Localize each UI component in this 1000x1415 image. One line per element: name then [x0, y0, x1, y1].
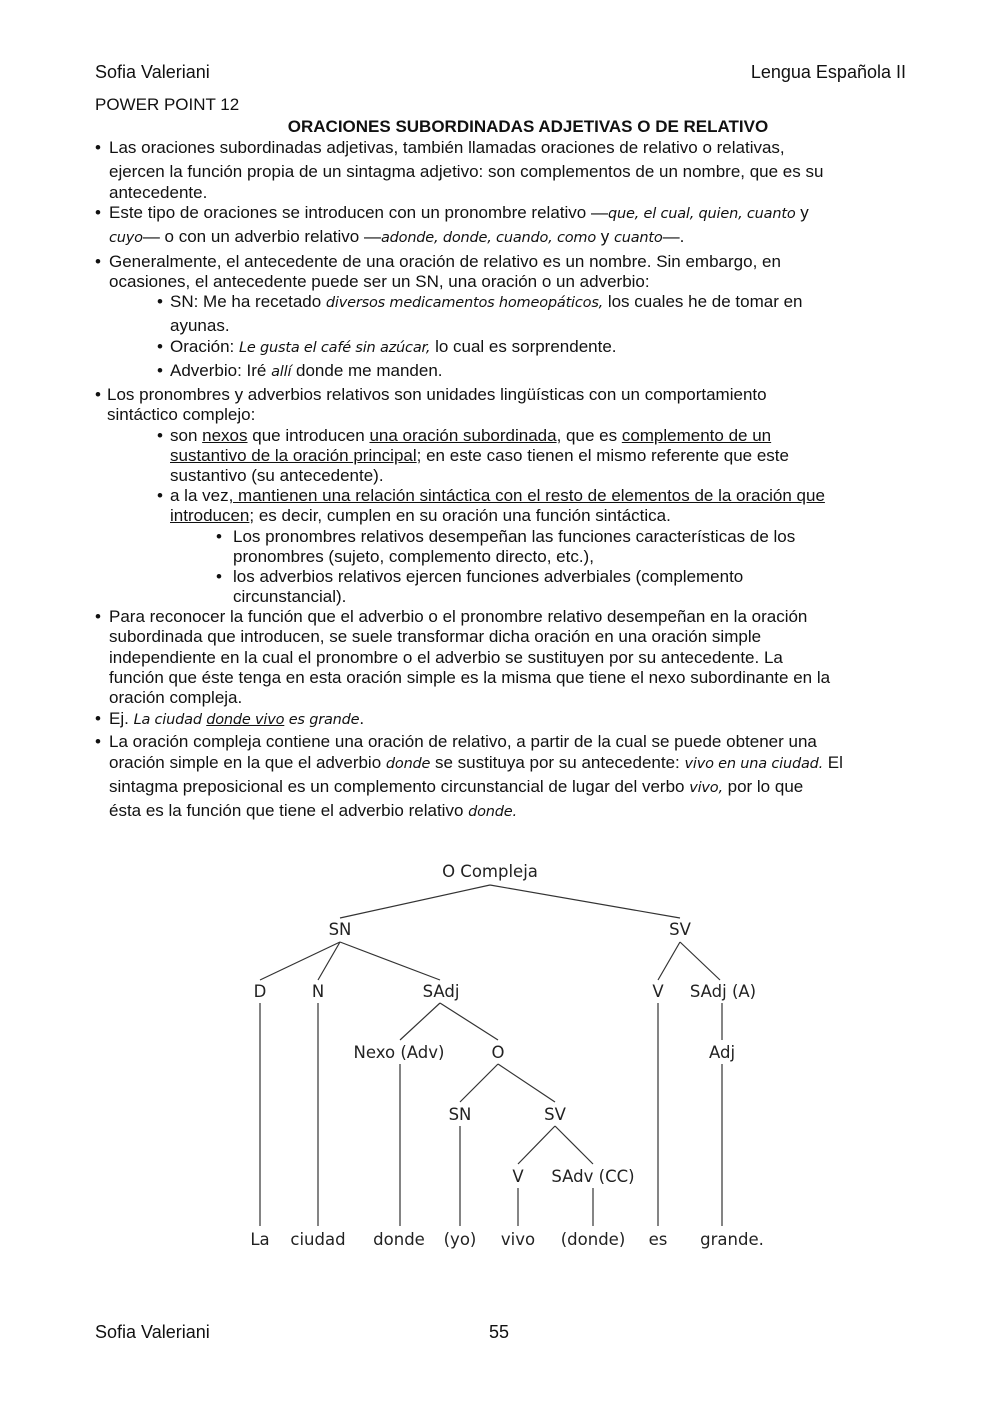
node-v-sub: V	[512, 1167, 524, 1186]
text-line: sintagma preposicional es un complemento circunstancial de lugar del verbo vivo, por lo que	[109, 777, 804, 796]
text-line: La oración compleja contiene una oración de relativo, a partir de la cual se puede obtener una	[109, 732, 817, 751]
bullet: •	[95, 138, 101, 157]
word-ciudad: ciudad	[290, 1230, 346, 1249]
text-line: Las oraciones subordinadas adjetivas, también llamadas oraciones de relativo o relativas,	[109, 138, 785, 157]
text-line: ejercen la función propia de un sintagma adjetivo: son complementos de un nombre, que es su	[109, 162, 824, 181]
bullet: •	[216, 527, 222, 546]
bullet: •	[95, 252, 101, 271]
bullet: •	[157, 292, 163, 311]
text-line: los adverbios relativos ejercen funciones adverbiales (complemento	[233, 567, 744, 586]
example-line: Ej. La ciudad donde vivo es grande.	[109, 709, 365, 728]
text-line: circunstancial).	[233, 587, 347, 606]
page-number: 55	[489, 1322, 510, 1342]
bullet: •	[95, 709, 101, 728]
word-yo: (yo)	[443, 1230, 477, 1249]
text-line: oración compleja.	[109, 688, 243, 707]
node-root: O Compleja	[442, 862, 538, 881]
bullet: •	[157, 486, 163, 505]
text-line: pronombres (sujeto, complemento directo, etc.),	[233, 547, 594, 566]
text-line: sintáctico complejo:	[107, 405, 256, 424]
header-author: Sofia Valeriani	[95, 62, 210, 82]
node-v: V	[652, 982, 664, 1001]
node-d: D	[253, 982, 267, 1001]
text-line: sustantivo (su antecedente).	[170, 466, 384, 485]
bullet: •	[95, 203, 101, 222]
text-line: oración simple en la que el adverbio donde se sustituya por su antecedente: vivo en una ciudad. El	[109, 753, 843, 772]
syntax-tree	[0, 840, 1000, 1270]
word-es: es	[648, 1230, 668, 1249]
text-line: a la vez, mantienen una relación sintáctica con el resto de elementos de la oración que	[170, 486, 825, 505]
text-line: cuyo— o con un adverbio relativo —adonde, donde, cuando, como y cuanto—.	[109, 227, 685, 246]
example-sn-cont: ayunas.	[170, 316, 230, 335]
text-line: subordinada que introducen, se suele transformar dicha oración en una oración simple	[109, 627, 762, 646]
text-line: son nexos que introducen una oración subordinada, que es complemento de un	[170, 426, 772, 445]
node-adj: Adj	[708, 1043, 736, 1062]
node-sn-sub: SN	[448, 1105, 472, 1124]
text-line: ésta es la función que tiene el adverbio relativo donde.	[109, 801, 517, 820]
bullet: •	[216, 567, 222, 586]
deck-label: POWER POINT 12	[95, 95, 240, 114]
node-sadj: SAdj	[422, 982, 460, 1001]
header-course: Lengua Española II	[750, 62, 906, 82]
page-title: ORACIONES SUBORDINADAS ADJETIVAS O DE RELATIVO	[287, 117, 769, 136]
text-line: introducen; es decir, cumplen en su oración una función sintáctica.	[170, 506, 671, 525]
node-sadj-a: SAdj (A)	[689, 982, 757, 1001]
bullet: •	[95, 607, 101, 626]
bullet: •	[157, 337, 163, 356]
word-donde: donde	[373, 1230, 425, 1249]
word-vivo: vivo	[500, 1230, 536, 1249]
text-line: Los pronombres y adverbios relativos son unidades lingüísticas con un comportamiento	[107, 385, 767, 404]
word-donde-paren: (donde)	[560, 1230, 626, 1249]
text-line: Este tipo de oraciones se introducen con un pronombre relativo —que, el cual, quien, cuanto y	[109, 203, 809, 222]
word-grande: grande.	[700, 1230, 764, 1249]
example-oracion: Oración: Le gusta el café sin azúcar, lo cual es sorprendente.	[170, 337, 617, 356]
bullet: •	[95, 732, 101, 751]
text-line: antecedente.	[109, 183, 208, 202]
bullet: •	[157, 426, 163, 445]
bullet: •	[95, 385, 101, 404]
bullet: •	[157, 361, 163, 380]
node-sv: SV	[669, 920, 691, 939]
text-line: Generalmente, el antecedente de una oración de relativo es un nombre. Sin embargo, en	[109, 252, 781, 271]
node-o: O	[491, 1043, 505, 1062]
footer-author: Sofia Valeriani	[95, 1322, 210, 1342]
text-line: función que éste tenga en esta oración simple es la misma que tiene el nexo subordinante en la	[109, 668, 831, 687]
node-sv-sub: SV	[544, 1105, 566, 1124]
node-nexo: Nexo (Adv)	[353, 1043, 445, 1062]
text-line: Para reconocer la función que el adverbio o el pronombre relativo desempeñan en la oración	[109, 607, 808, 626]
text-line: sustantivo de la oración principal; en este caso tienen el mismo referente que este	[170, 446, 789, 465]
text-line: Los pronombres relativos desempeñan las funciones características de los	[233, 527, 796, 546]
example-adverbio: Adverbio: Iré allí donde me manden.	[170, 361, 443, 380]
example-sn: SN: Me ha recetado diversos medicamentos homeopáticos, los cuales he de tomar en	[170, 292, 803, 311]
text-line: independiente en la cual el pronombre o el adverbio se sustituyen por su antecedente. La	[109, 648, 783, 667]
node-sn: SN	[328, 920, 352, 939]
text-line: ocasiones, el antecedente puede ser un SN, una oración o un adverbio:	[109, 272, 650, 291]
word-la: La	[250, 1230, 270, 1249]
node-n: N	[311, 982, 325, 1001]
node-sadv: SAdv (CC)	[551, 1167, 635, 1186]
